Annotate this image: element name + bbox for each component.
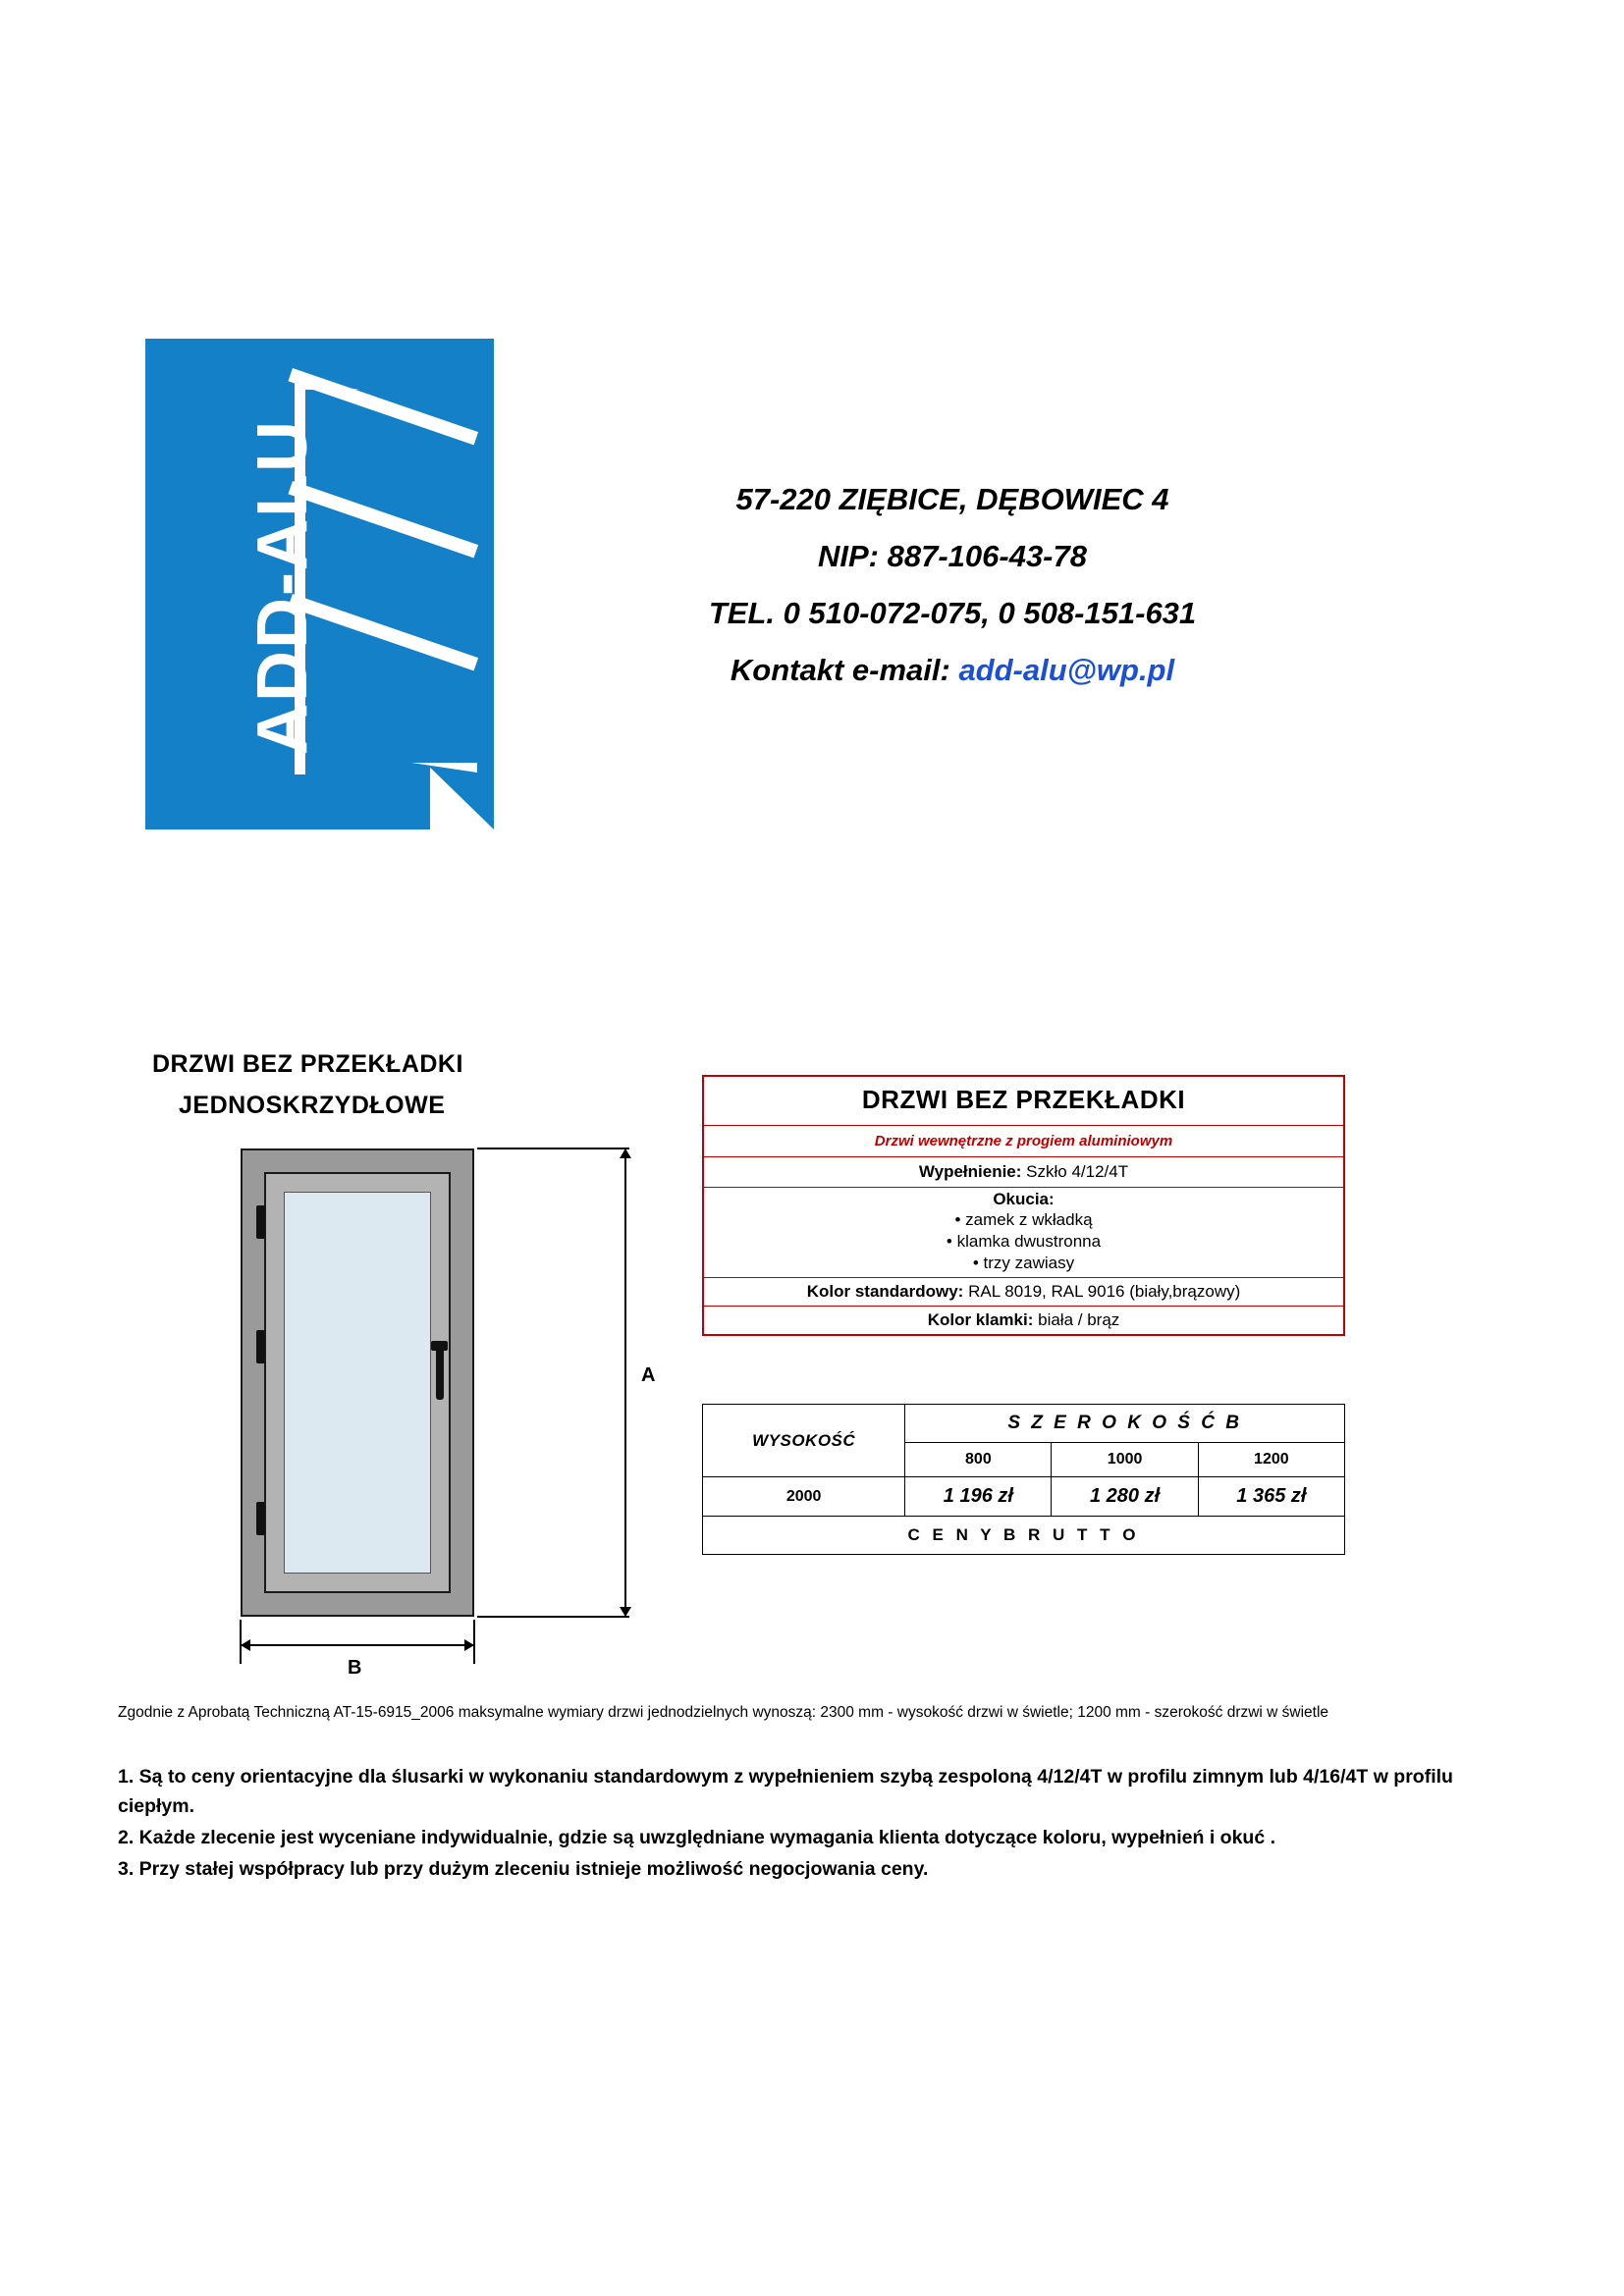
spec-title: DRZWI BEZ PRZEKŁADKI xyxy=(704,1077,1343,1126)
price-cell: 1 196 zł xyxy=(905,1477,1052,1517)
spec-hardware-item: • klamka dwustronna xyxy=(946,1232,1102,1251)
spec-color-label: Kolor standardowy: xyxy=(806,1282,964,1301)
note-item: 3. Przy stałej współpracy lub przy dużym zleceniu istnieje możliwość negocjowania ceny. xyxy=(118,1858,929,1880)
dimension-label-height: A xyxy=(641,1364,656,1386)
hinge-icon xyxy=(256,1330,265,1363)
company-phone: TEL. 0 510-072-075, 0 508-151-631 xyxy=(708,596,1197,630)
spec-hardware-label: Okucia: xyxy=(993,1190,1055,1208)
spec-hardware-item: • zamek z wkładką xyxy=(954,1210,1093,1229)
email-label: Kontakt e-mail: xyxy=(730,653,950,687)
note-item: 1. Są to ceny orientacyjne dla ślusarki w wykonaniu standardowym z wypełnieniem szybą zespoloną 4/12/4T w profilu zimnym lub 4/16/4T w profilu ciepłym. xyxy=(118,1766,1453,1817)
email-link[interactable]: add-alu@wp.pl xyxy=(958,653,1175,687)
dimension-extension-bottom xyxy=(477,1616,629,1618)
door-drawing-section xyxy=(118,1041,687,1679)
hinge-icon xyxy=(256,1205,265,1239)
door-illustration xyxy=(241,1148,474,1617)
table-row xyxy=(703,1477,1345,1517)
company-contact-block xyxy=(461,471,1443,699)
company-address: 57-220 ZIĘBICE, DĘBOWIEC 4 xyxy=(735,482,1169,516)
spec-subtitle: Drzwi wewnętrzne z progiem aluminiowym xyxy=(704,1126,1343,1157)
spec-handle-row xyxy=(704,1307,1343,1334)
note-item: 2. Każde zlecenie jest wyceniane indywidualnie, gdzie są uwzględniane wymagania klienta dotyczące koloru, wypełnień i okuć . xyxy=(118,1827,1276,1848)
dimension-arrow-width xyxy=(241,1644,474,1646)
approval-note: Zgodnie z Aprobatą Techniczną AT-15-6915_2006 maksymalne wymiary drzwi jednodzielnych wynoszą: 2300 mm - wysokość drzwi w świetle; 1200 mm - szerokość drzwi w świetle xyxy=(118,1704,1329,1721)
dimension-label-width: B xyxy=(348,1657,362,1679)
spec-handle-value: biała / brąz xyxy=(1038,1310,1120,1329)
logo-wordmark: ADD-ALU xyxy=(244,419,322,755)
price-table-footer: C E N Y B R U T T O xyxy=(703,1517,1345,1555)
door-glass-panel xyxy=(284,1192,431,1574)
table-row xyxy=(703,1517,1345,1555)
spec-color-value: RAL 8019, RAL 9016 (biały,brązowy) xyxy=(968,1282,1241,1301)
table-row xyxy=(703,1405,1345,1443)
spec-filling-value: Szkło 4/12/4T xyxy=(1026,1162,1129,1181)
price-col-width: 1000 xyxy=(1052,1443,1198,1477)
dimension-arrow-height xyxy=(624,1148,626,1617)
notes-list xyxy=(118,1762,1512,1886)
spec-color-row xyxy=(704,1278,1343,1307)
drawing-title-line2: JEDNOSKRZYDŁOWE xyxy=(179,1092,446,1119)
spec-filling-row xyxy=(704,1157,1343,1188)
price-table xyxy=(702,1404,1345,1555)
company-email-line xyxy=(461,642,1443,699)
price-col-width: 800 xyxy=(905,1443,1052,1477)
document-header xyxy=(0,0,1624,864)
price-cell: 1 365 zł xyxy=(1198,1477,1344,1517)
price-cell: 1 280 zł xyxy=(1052,1477,1198,1517)
dimension-extension-top xyxy=(477,1148,629,1149)
spec-filling-label: Wypełnienie: xyxy=(918,1162,1022,1181)
spec-handle-label: Kolor klamki: xyxy=(927,1310,1034,1329)
company-nip: NIP: 887-106-43-78 xyxy=(818,539,1087,573)
drawing-title-line1: DRZWI BEZ PRZEKŁADKI xyxy=(152,1050,463,1078)
spec-hardware-item: • trzy zawiasy xyxy=(704,1253,1343,1278)
specification-table xyxy=(702,1075,1345,1336)
price-col-width: 1200 xyxy=(1198,1443,1344,1477)
price-row-height: 2000 xyxy=(703,1477,905,1517)
price-header-width: S Z E R O K O Ś Ć B xyxy=(905,1405,1345,1443)
door-handle-bar-icon xyxy=(436,1345,444,1400)
price-header-height: WYSOKOŚĆ xyxy=(703,1405,905,1477)
hinge-icon xyxy=(256,1502,265,1535)
company-logo xyxy=(145,339,494,829)
